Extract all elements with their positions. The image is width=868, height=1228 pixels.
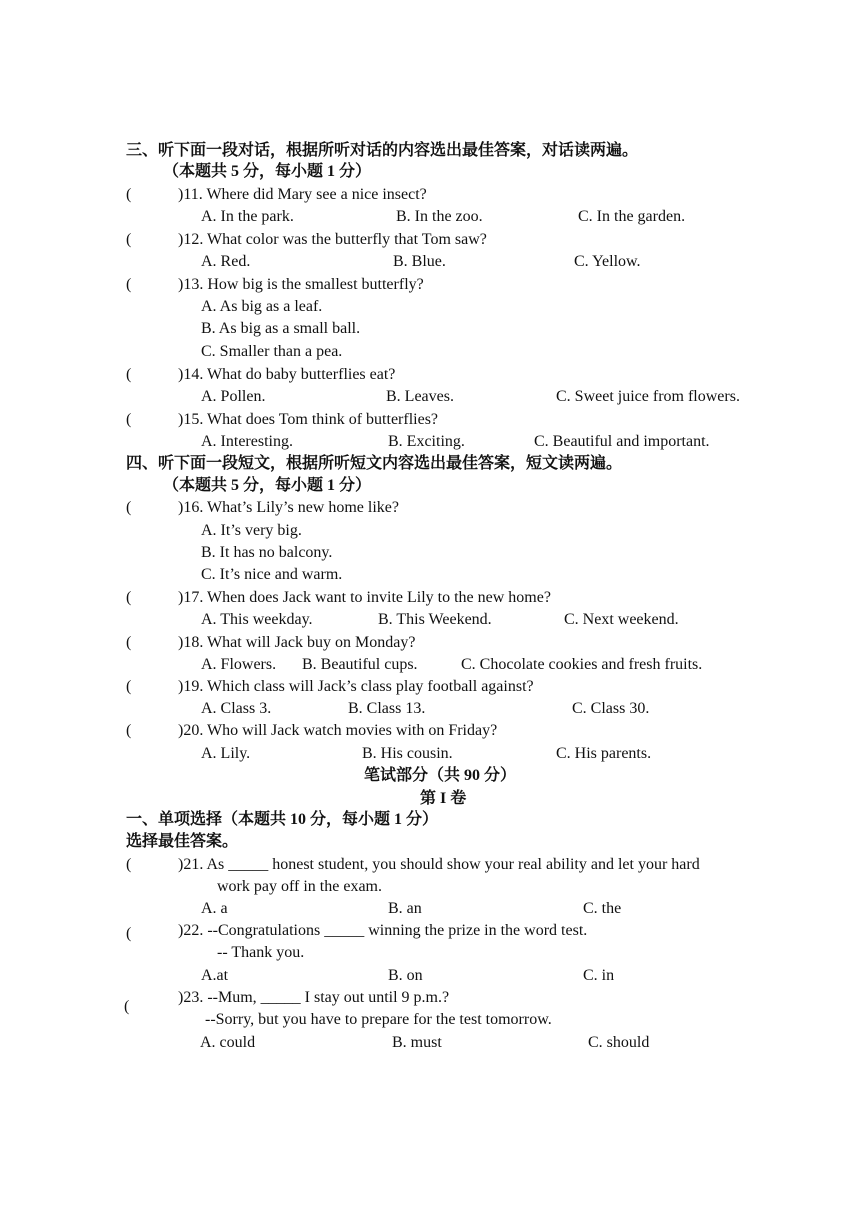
q18-stem: )18. What will Jack buy on Monday? — [178, 634, 416, 651]
single-choice-instruction: 选择最佳答案。 — [126, 833, 239, 850]
q11-stem: )11. Where did Mary see a nice insect? — [178, 186, 427, 203]
q19-option-b: B. Class 13. — [348, 700, 426, 717]
q18-option-c: C. Chocolate cookies and fresh fruits. — [461, 656, 703, 673]
answer-paren: ( — [126, 856, 132, 873]
q20-option-b: B. His cousin. — [362, 745, 453, 762]
q18-option-b: B. Beautiful cups. — [302, 656, 418, 673]
q13-option-b: B. As big as a small ball. — [201, 320, 361, 337]
section3-heading: 三、听下面一段对话，根据所听对话的内容选出最佳答案，对话读两遍。 — [126, 142, 639, 159]
answer-paren: ( — [126, 231, 132, 248]
q20-option-a: A. Lily. — [201, 745, 251, 762]
q19-option-c: C. Class 30. — [572, 700, 650, 717]
q17-option-b: B. This Weekend. — [378, 611, 492, 628]
q12-option-b: B. Blue. — [393, 253, 446, 270]
q13-option-c: C. Smaller than a pea. — [201, 343, 343, 360]
written-part-title: 笔试部分（共 90 分） — [364, 767, 517, 784]
q17-stem: )17. When does Jack want to invite Lily to the new home? — [178, 589, 551, 606]
q15-option-c: C. Beautiful and important. — [534, 433, 710, 450]
q21-option-a: A. a — [201, 900, 228, 917]
q12-option-c: C. Yellow. — [574, 253, 641, 270]
single-choice-heading: 一、单项选择（本题共 10 分，每小题 1 分） — [126, 811, 439, 828]
q22-stem: )22. --Congratulations _____ winning the prize in the word test. — [178, 922, 588, 939]
q23-option-b: B. must — [392, 1034, 442, 1051]
q17-option-a: A. This weekday. — [201, 611, 313, 628]
q12-option-a: A. Red. — [201, 253, 251, 270]
q22-stem-continued: -- Thank you. — [217, 944, 305, 961]
answer-paren: ( — [126, 634, 132, 651]
q14-option-c: C. Sweet juice from flowers. — [556, 388, 740, 405]
answer-paren: ( — [126, 925, 132, 942]
q18-option-a: A. Flowers. — [201, 656, 277, 673]
answer-paren: ( — [126, 722, 132, 739]
q23-option-c: C. should — [588, 1034, 650, 1051]
q22-option-b: B. on — [388, 967, 423, 984]
q16-stem: )16. What’s Lily’s new home like? — [178, 499, 399, 516]
answer-paren: ( — [124, 998, 130, 1015]
q21-stem: )21. As _____ honest student, you should show your real ability and let your hard — [178, 856, 700, 873]
answer-paren: ( — [126, 678, 132, 695]
q22-option-c: C. in — [583, 967, 615, 984]
answer-paren: ( — [126, 276, 132, 293]
q15-option-a: A. Interesting. — [201, 433, 293, 450]
q13-stem: )13. How big is the smallest butterfly? — [178, 276, 424, 293]
q11-option-b: B. In the zoo. — [396, 208, 483, 225]
q19-stem: )19. Which class will Jack’s class play football against? — [178, 678, 534, 695]
q22-option-a: A.at — [201, 967, 229, 984]
q15-option-b: B. Exciting. — [388, 433, 465, 450]
q14-option-b: B. Leaves. — [386, 388, 454, 405]
q21-stem-continued: work pay off in the exam. — [217, 878, 382, 895]
q19-option-a: A. Class 3. — [201, 700, 272, 717]
q11-option-a: A. In the park. — [201, 208, 294, 225]
q16-option-c: C. It’s nice and warm. — [201, 566, 343, 583]
q17-option-c: C. Next weekend. — [564, 611, 679, 628]
q14-stem: )14. What do baby butterflies eat? — [178, 366, 396, 383]
answer-paren: ( — [126, 589, 132, 606]
section4-note: （本题共 5 分，每小题 1 分） — [163, 477, 372, 494]
q20-stem: )20. Who will Jack watch movies with on Friday? — [178, 722, 498, 739]
answer-paren: ( — [126, 499, 132, 516]
answer-paren: ( — [126, 366, 132, 383]
answer-paren: ( — [126, 411, 132, 428]
q15-stem: )15. What does Tom think of butterflies? — [178, 411, 439, 428]
q16-option-b: B. It has no balcony. — [201, 544, 333, 561]
section3-note: （本题共 5 分，每小题 1 分） — [163, 163, 372, 180]
q13-option-a: A. As big as a leaf. — [201, 298, 323, 315]
volume-title: 第 I 卷 — [420, 790, 467, 807]
q16-option-a: A. It’s very big. — [201, 522, 302, 539]
q14-option-a: A. Pollen. — [201, 388, 266, 405]
q11-option-c: C. In the garden. — [578, 208, 686, 225]
q23-option-a: A. could — [200, 1034, 256, 1051]
q21-option-b: B. an — [388, 900, 422, 917]
q23-stem-continued: --Sorry, but you have to prepare for the test tomorrow. — [205, 1011, 552, 1028]
q23-stem: )23. --Mum, _____ I stay out until 9 p.m.? — [178, 989, 450, 1006]
q12-stem: )12. What color was the butterfly that Tom saw? — [178, 231, 487, 248]
q21-option-c: C. the — [583, 900, 622, 917]
q20-option-c: C. His parents. — [556, 745, 652, 762]
section4-heading: 四、听下面一段短文，根据所听短文内容选出最佳答案，短文读两遍。 — [126, 455, 623, 472]
answer-paren: ( — [126, 186, 132, 203]
